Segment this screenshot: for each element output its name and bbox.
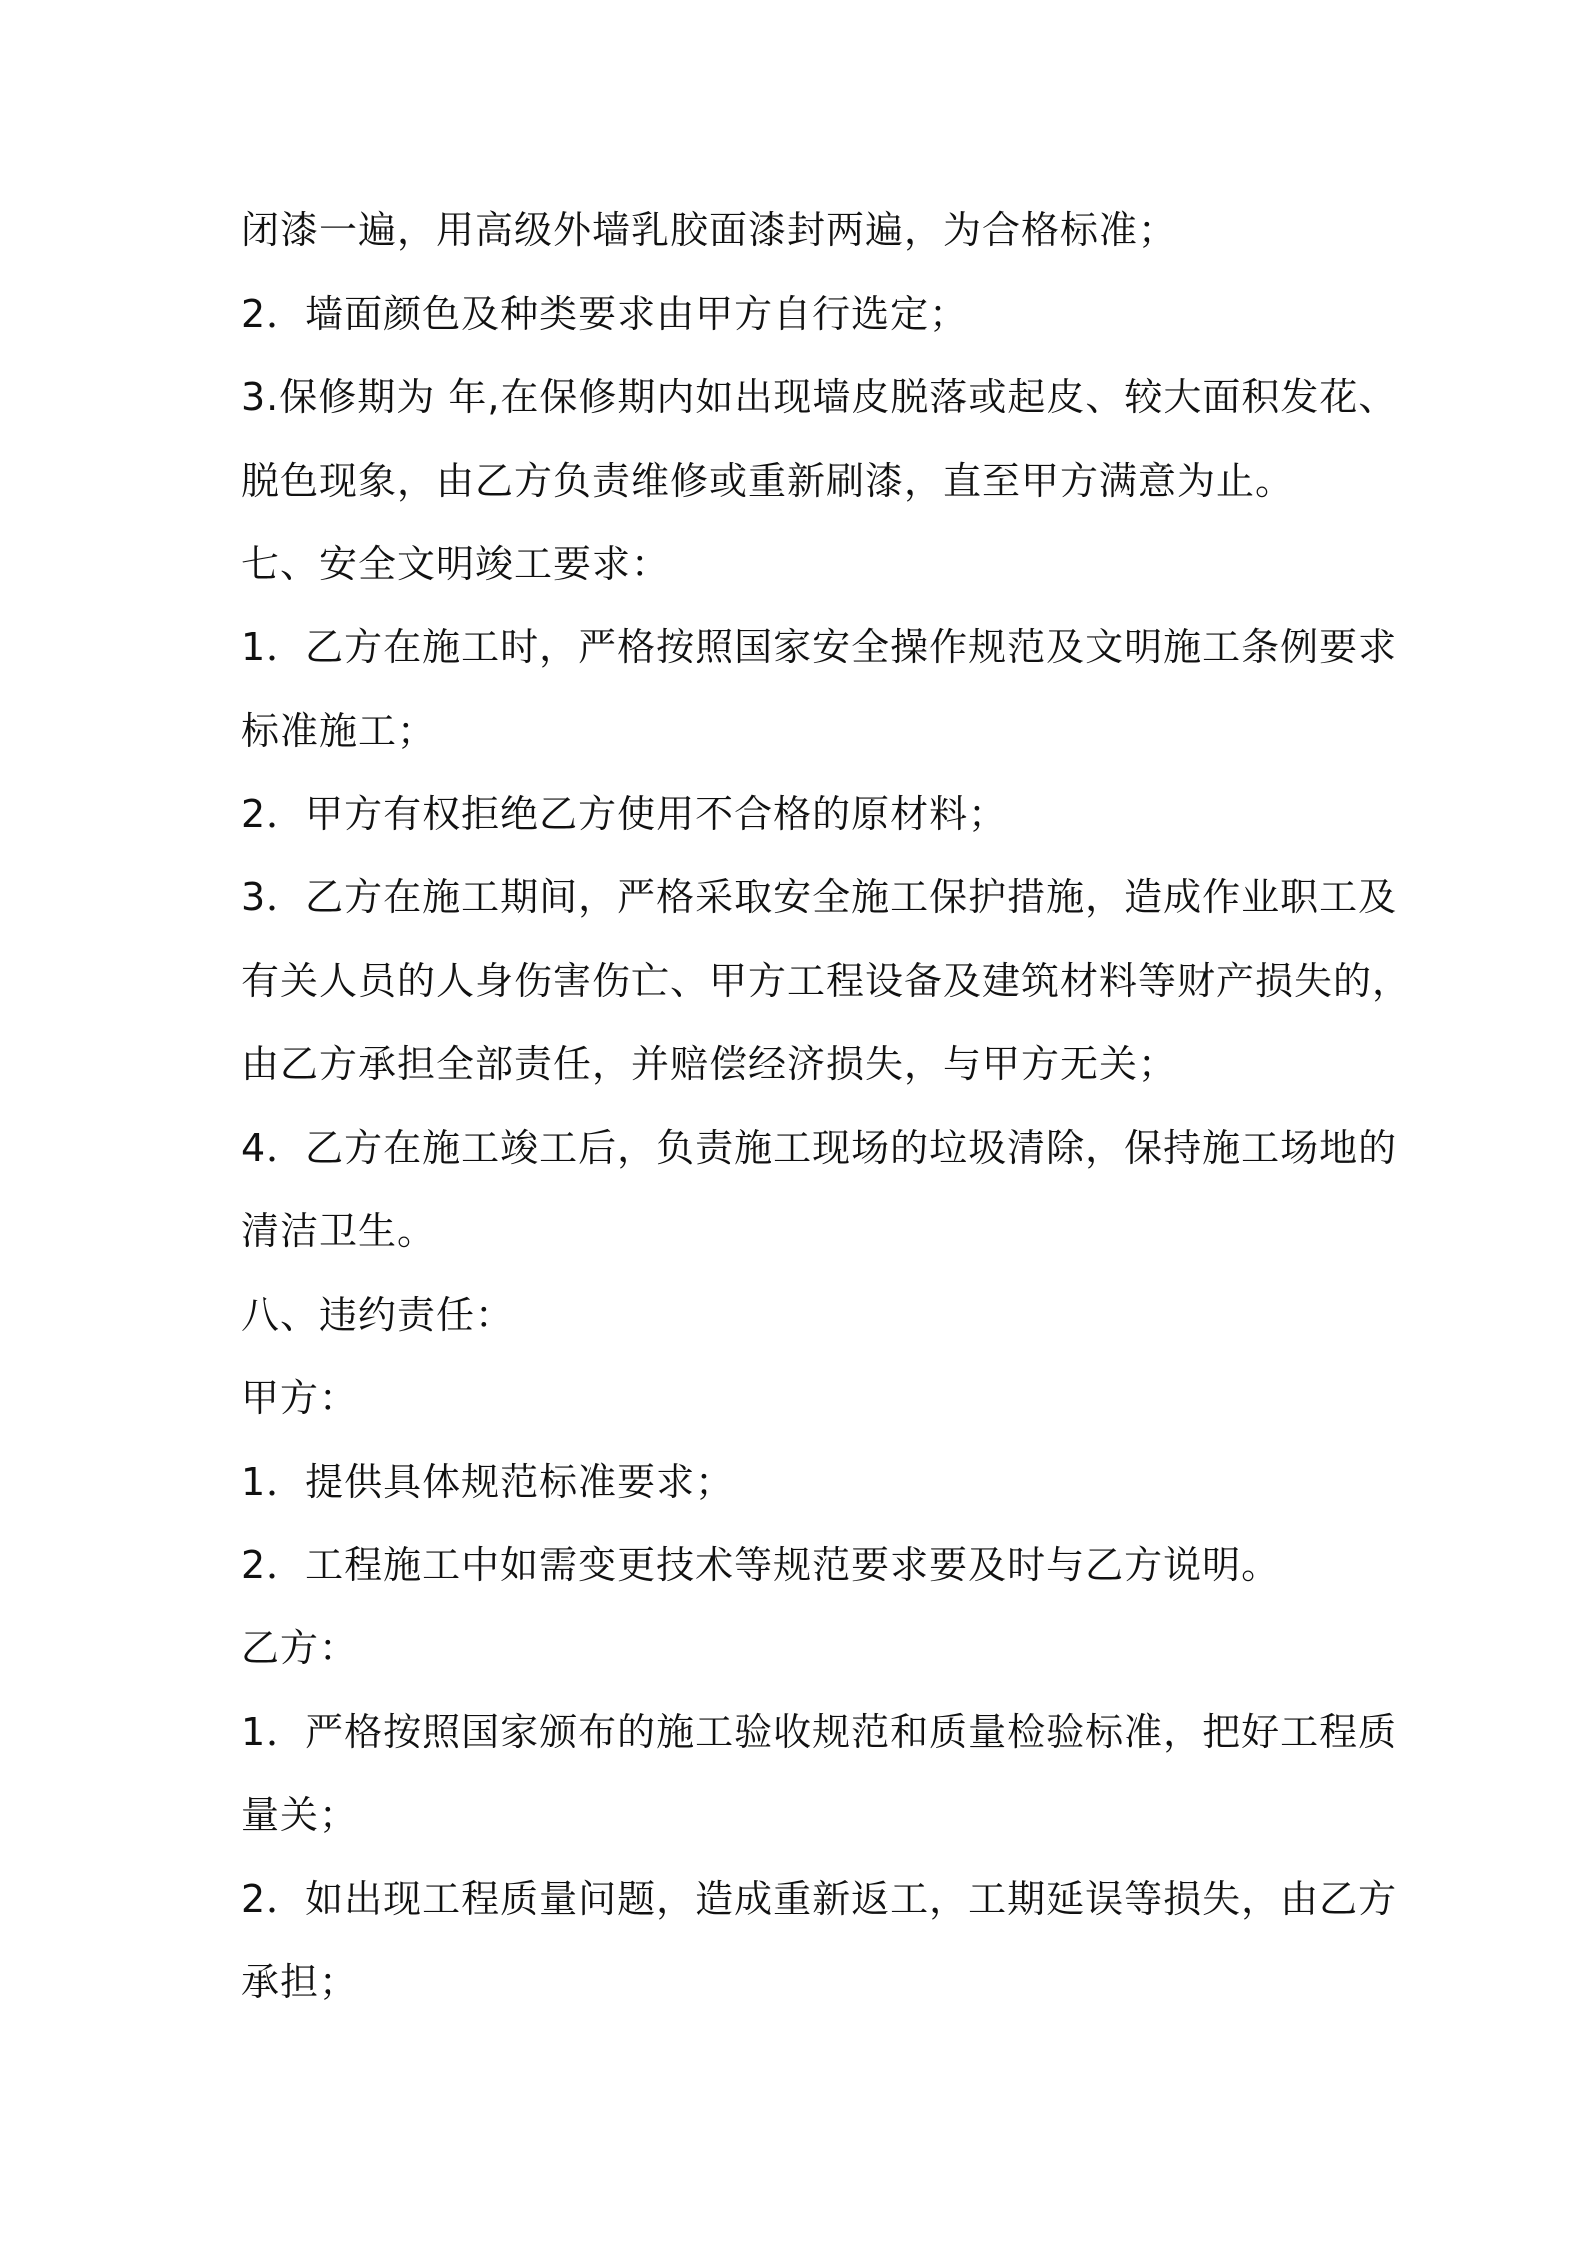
text-line: 1．乙方在施工时，严格按照国家安全操作规范及文明施工条例要求 (241, 625, 1398, 669)
text-line: 由乙方承担全部责任，并赔偿经济损失，与甲方无关； (241, 1042, 1178, 1086)
text-line: 2．工程施工中如需变更技术等规范要求要及时与乙方说明。 (241, 1543, 1281, 1587)
section-heading: 七、安全文明竣工要求： (241, 542, 671, 586)
text-line: 有关人员的人身伤害伤亡、甲方工程设备及建筑材料等财产损失的， (241, 959, 1412, 1003)
text-line: 2．如出现工程质量问题，造成重新返工，工期延误等损失，由乙方 (241, 1877, 1398, 1921)
text-line: 标准施工； (241, 709, 437, 753)
text-line: 1．提供具体规范标准要求； (241, 1460, 735, 1504)
text-line: 闭漆一遍，用高级外墙乳胶面漆封两遍，为合格标准； (241, 208, 1178, 252)
text-line: 3．乙方在施工期间，严格采取安全施工保护措施，造成作业职工及 (241, 875, 1398, 919)
text-line: 1．严格按照国家颁布的施工验收规范和质量检验标准，把好工程质 (241, 1710, 1398, 1754)
text-line: 承担； (241, 1960, 359, 2004)
text-line: 2．墙面颜色及种类要求由甲方自行选定； (241, 292, 969, 336)
text-line: 3.保修期为 年,在保修期内如出现墙皮脱落或起皮、较大面积发花、 (241, 375, 1398, 419)
text-line: 4．乙方在施工竣工后，负责施工现场的垃圾清除，保持施工场地的 (241, 1126, 1398, 1170)
section-heading: 八、违约责任： (241, 1293, 515, 1337)
text-line: 2．甲方有权拒绝乙方使用不合格的原材料； (241, 792, 1008, 836)
party-label: 乙方： (241, 1626, 359, 1670)
party-label: 甲方： (241, 1376, 359, 1420)
text-line: 脱色现象，由乙方负责维修或重新刷漆，直至甲方满意为止。 (241, 459, 1295, 503)
text-line: 量关； (241, 1793, 359, 1837)
text-line: 清洁卫生。 (241, 1209, 437, 1253)
